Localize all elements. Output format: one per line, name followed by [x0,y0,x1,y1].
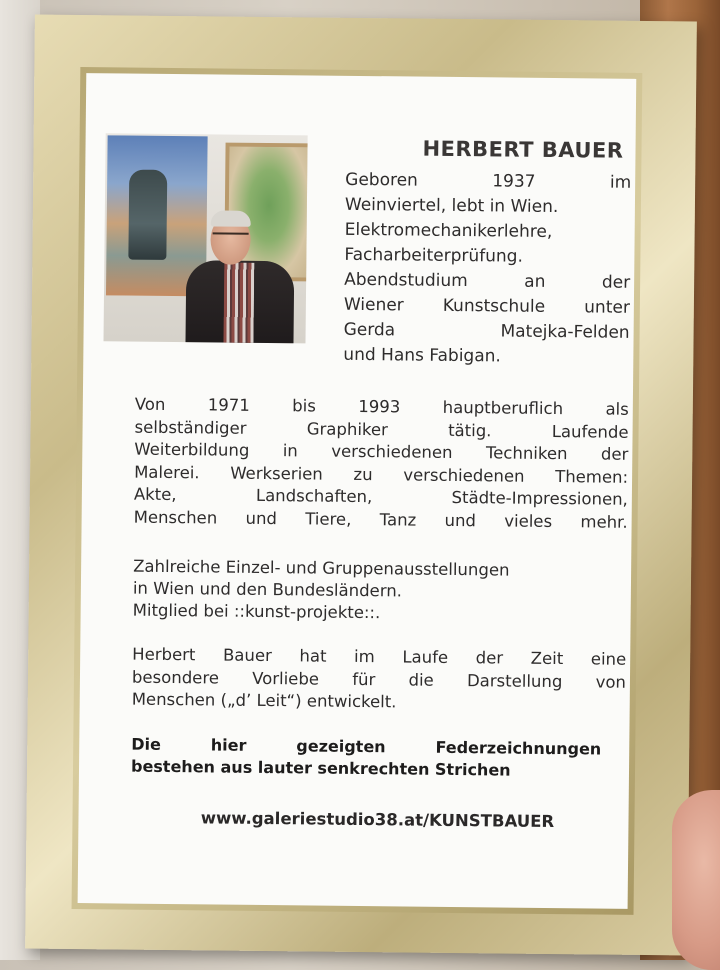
exhibitions-line: Mitglied bei ::kunst-projekte::. [132,600,381,623]
artist-photo [103,133,307,343]
career-line: Weiterbildung in verschiedenen Techniken der [134,439,629,464]
career-line: Malerei. Werkserien zu verschiedenen Themen: [134,462,629,487]
bio-line: und Hans Fabigan. [343,344,501,367]
drawings-note-line: bestehen aus lauter senkrechten Strichen [130,756,511,780]
artist-glasses [213,232,249,242]
info-sheet [78,73,637,909]
exhibitions-line: Zahlreiche Einzel- und Gruppenausstellungen [133,556,510,580]
bio-line: Elektromechanikerlehre, [344,219,553,242]
bio-line: Abendstudium an der [344,269,631,293]
website-url: www.galeriestudio38.at/KUNSTBAUER [200,808,555,832]
preference-paragraph [132,644,627,717]
preference-line: Menschen („d’ Leit“) entwickelt. [131,689,397,712]
exhibitions-paragraph [133,556,628,627]
drawings-note [131,734,601,783]
artist-name: HERBERT BAUER [422,136,624,163]
career-line: selbständiger Graphiker tätig. Laufende [134,417,629,442]
hand [672,790,720,970]
drawings-note-line: Die hier gezeigten Federzeichnungen [131,734,602,759]
career-paragraph [134,394,629,534]
bio-line: Facharbeiterprüfung. [344,244,524,267]
artist-hair [211,210,251,226]
preference-line: besondere Vorliebe für die Darstellung von [131,667,627,692]
career-line: Akte, Landschaften, Städte-Impressionen, [133,484,628,509]
picture-frame [25,15,697,956]
preference-line: Herbert Bauer hat im Laufe der Zeit eine [132,644,627,669]
bio-line: Gerda Matejka-Felden [343,319,630,343]
career-line: Menschen und Tiere, Tanz und vieles mehr. [133,507,628,532]
artist-shirt [223,263,254,344]
bio-line: Weinviertel, lebt in Wien. [344,194,559,218]
bio-paragraph [343,168,631,371]
bio-line: Wiener Kunstschule unter [343,294,630,318]
bio-line: Geboren 1937 im [345,169,632,193]
career-line: Von 1971 bis 1993 hauptberuflich als [134,394,629,419]
exhibitions-line: in Wien und den Bundesländern. [132,578,403,601]
statue-figure [128,170,167,260]
